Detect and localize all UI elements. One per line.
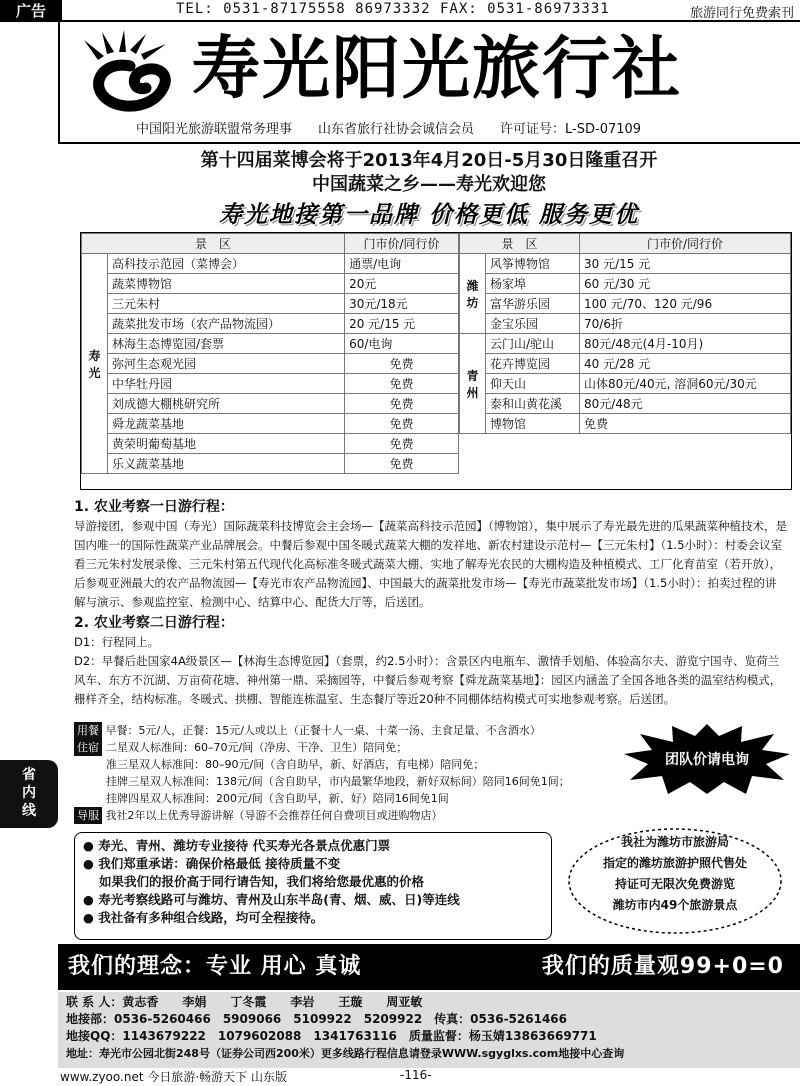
phone-numbers: 地接部：0536-5260466 5909066 5109922 5209922 传真：0536-5261466 bbox=[66, 1012, 567, 1026]
table-row bbox=[460, 414, 791, 434]
attraction-price: 80元/48元 bbox=[580, 394, 791, 414]
guide-row bbox=[74, 807, 634, 824]
notice-line: 我社为潍坊市旅游局 bbox=[620, 835, 729, 849]
table-row bbox=[82, 314, 459, 334]
attraction-price: 免费 bbox=[345, 414, 459, 434]
promise-text: 如果我们的报价高于同行请告知，我们将给您最优惠的价格 bbox=[99, 874, 425, 889]
meal-row bbox=[74, 722, 634, 739]
promise-item bbox=[83, 837, 543, 855]
attraction-name: 弥河生态观光园 bbox=[108, 354, 345, 374]
itinerary-day2: D2：早餐后赴国家4A级景区—【林海生态博览园】（套票，约2.5小时）：含景区内电瓶车、激情手划船、体验高尔夫、游览宁国寺、览荷兰风车、东方不沉湖、万亩荷花塘、神州第一鼎、采摘园等，中餐后参观考察【舜龙蔬菜基地】：园区内涵盖了全国各地各类的温室结构模式，栅样齐全，结构标准。冬暖式、拱棚、智能连栋温室、生态餐厅等近20种不同棚体结构模式可实地参观考察。后送团。 bbox=[74, 654, 782, 706]
side-label bbox=[0, 760, 58, 828]
attraction-price: 免费 bbox=[345, 374, 459, 394]
guide-text: 我社2年以上优秀导游讲解（导游不会推荐任何自费项目或进购物店） bbox=[105, 809, 443, 822]
welcome-headline: 中国蔬菜之乡——寿光欢迎您 bbox=[312, 174, 546, 195]
col-region-right: 景 区 bbox=[460, 234, 580, 254]
itinerary-one-day-title: 1. 农业考察一日游行程： bbox=[74, 499, 234, 515]
promise-item bbox=[83, 909, 543, 927]
left-price-table bbox=[81, 233, 459, 474]
table-row bbox=[82, 274, 459, 294]
meal-tag: 用餐 bbox=[74, 722, 102, 739]
attraction-price: 免费 bbox=[345, 354, 459, 374]
stay-option: 挂牌四星双人标准间：200元/间（含自助早，新、好）陪同16间免1间 bbox=[106, 792, 449, 805]
notice-line: 指定的潍坊旅游护照代售处 bbox=[602, 856, 747, 870]
region-cell: 青州 bbox=[460, 334, 486, 434]
passport-notice bbox=[566, 826, 784, 936]
attraction-name: 蔬菜批发市场（农产品物流园） bbox=[108, 314, 345, 334]
attraction-price: 20 元/15 元 bbox=[345, 314, 459, 334]
table-row bbox=[82, 254, 459, 274]
table-row bbox=[460, 294, 791, 314]
meal-text: 早餐：5元/人，正餐：15元/人或以上（正餐十人一桌、十菜一汤、主食足量、不含酒水） bbox=[105, 724, 541, 737]
attraction-price: 30 元/15 元 bbox=[580, 254, 791, 274]
attraction-name: 风筝博物馆 bbox=[486, 254, 580, 274]
right-price-table bbox=[459, 233, 791, 434]
attraction-price: 免费 bbox=[345, 454, 459, 474]
membership-row bbox=[136, 118, 796, 137]
bullet-icon: ● bbox=[83, 892, 99, 907]
sun-logo-icon bbox=[74, 30, 186, 116]
stay-option: 准三星双人标准间：80–90元/间（含自助早，新、好酒店，有电梯）陪同免； bbox=[106, 758, 485, 771]
table-row bbox=[82, 354, 459, 374]
attraction-price: 免费 bbox=[345, 394, 459, 414]
header bbox=[58, 22, 800, 144]
attraction-name: 蔬菜博物馆 bbox=[108, 274, 345, 294]
region-cell: 潍坊 bbox=[460, 254, 486, 334]
starburst-badge bbox=[624, 724, 790, 794]
source-line: www.zyoo.net 今日旅游·畅游天下 山东版 bbox=[60, 1070, 287, 1084]
attraction-price: 40 元/28 元 bbox=[580, 354, 791, 374]
attraction-price: 80元/48元(4月-10月) bbox=[580, 334, 791, 354]
notice-line: 持证可无限次免费游览 bbox=[614, 877, 735, 891]
license-number: 许可证号：L-SD-07109 bbox=[500, 122, 642, 137]
attraction-name: 富华游乐园 bbox=[486, 294, 580, 314]
promise-item bbox=[83, 873, 543, 891]
attraction-name: 花卉博览园 bbox=[486, 354, 580, 374]
side-label-text: 省内线 bbox=[22, 767, 36, 819]
attraction-price: 70/6折 bbox=[580, 314, 791, 334]
page-footer bbox=[60, 1068, 800, 1086]
attraction-name: 舜龙蔬菜基地 bbox=[108, 414, 345, 434]
promise-text: 寿光考察线路可与潍坊、青州及山东半岛(青、烟、威、日)等连线 bbox=[98, 892, 460, 907]
attraction-name: 林海生态博览园/套票 bbox=[108, 334, 345, 354]
stay-list bbox=[106, 739, 570, 807]
free-note: 旅游同行免费索刊 bbox=[689, 6, 794, 21]
stay-row bbox=[74, 739, 634, 807]
attraction-price: 免费 bbox=[580, 414, 791, 434]
table-row bbox=[460, 314, 791, 334]
attraction-price: 免费 bbox=[345, 434, 459, 454]
attraction-price: 100 元/70、120 元/96 bbox=[580, 294, 791, 314]
attraction-price: 通票/电询 bbox=[345, 254, 459, 274]
itinerary-two-day-title: 2. 农业考察二日游行程： bbox=[74, 615, 234, 631]
bullet-icon: ● bbox=[83, 856, 99, 871]
ad-tag: 广告 bbox=[0, 0, 62, 22]
services bbox=[74, 722, 634, 824]
promise-item bbox=[83, 855, 543, 873]
table-row bbox=[82, 434, 459, 454]
philosophy-right: 我们的质量观99+0=0 bbox=[541, 954, 784, 979]
attraction-name: 博物馆 bbox=[486, 414, 580, 434]
philosophy-left: 我们的理念：专业 用心 真诚 bbox=[68, 954, 362, 979]
price-table bbox=[80, 232, 792, 490]
stay-option: 挂牌三星双人标准间：138元/间（含自助早，市内最繁华地段，新好双标间）陪同16间免1间； bbox=[106, 775, 570, 788]
footer-contacts bbox=[58, 992, 800, 1068]
table-row bbox=[82, 334, 459, 354]
promise-item bbox=[83, 891, 543, 909]
table-row bbox=[460, 374, 791, 394]
guide-tag: 导服 bbox=[74, 807, 102, 824]
member-association: 山东省旅行社协会诚信会员 bbox=[318, 122, 475, 137]
col-price: 门市价/同行价 bbox=[345, 234, 459, 254]
table-row bbox=[82, 374, 459, 394]
contact-line: TEL: 0531-87175558 86973332 FAX: 0531-86973331 bbox=[176, 1, 610, 17]
attraction-name: 乐义蔬菜基地 bbox=[108, 454, 345, 474]
slogan: 寿光地接第一品牌 价格更低 服务更优 bbox=[218, 202, 639, 228]
attraction-price: 30元/18元 bbox=[345, 294, 459, 314]
bullet-icon: ● bbox=[83, 838, 99, 853]
table-row bbox=[460, 394, 791, 414]
table-row bbox=[82, 454, 459, 474]
attraction-name: 仰天山 bbox=[486, 374, 580, 394]
itinerary bbox=[74, 496, 788, 709]
table-row bbox=[460, 274, 791, 294]
attraction-name: 云门山/驼山 bbox=[486, 334, 580, 354]
promise-text: 我社备有多种组合线路，均可全程接待。 bbox=[98, 910, 324, 925]
attraction-name: 泰和山黄花溪 bbox=[486, 394, 580, 414]
attraction-name: 刘成德大棚桃研究所 bbox=[108, 394, 345, 414]
promise-box bbox=[74, 832, 552, 940]
burst-text: 团队价请电询 bbox=[665, 752, 749, 768]
expo-headline: 第十四届菜博会将于2013年4月20日-5月30日隆重召开 bbox=[200, 150, 658, 171]
attraction-price: 60 元/30 元 bbox=[580, 274, 791, 294]
table-row bbox=[460, 334, 791, 354]
attraction-name: 三元朱村 bbox=[108, 294, 345, 314]
stay-option: 二星双人标准间：60–70元/间（净房、干净、卫生）陪同免； bbox=[106, 741, 408, 754]
attraction-price: 20元 bbox=[345, 274, 459, 294]
stay-tag: 住宿 bbox=[74, 739, 102, 756]
col-price-right: 门市价/同行价 bbox=[580, 234, 791, 254]
attraction-name: 黄荣明葡萄基地 bbox=[108, 434, 345, 454]
attraction-name: 金宝乐园 bbox=[486, 314, 580, 334]
philosophy-bar bbox=[58, 944, 800, 990]
promise-text: 我们郑重承诺：确保价格最低 接待质量不变 bbox=[98, 856, 341, 871]
region-cell: 寿光 bbox=[82, 254, 108, 474]
contact-persons: 联 系 人：黄志香 李娟 丁冬霞 李岩 王璇 周亚敏 bbox=[66, 995, 423, 1009]
member-union: 中国阳光旅游联盟常务理事 bbox=[136, 122, 293, 137]
table-row bbox=[460, 354, 791, 374]
table-row bbox=[82, 294, 459, 314]
notice-line: 潍坊市内49个旅游景点 bbox=[612, 898, 738, 912]
qq-numbers: 地接QQ：1143679222 1079602088 1341763116 质量监督：杨玉婧13863669771 bbox=[66, 1029, 597, 1043]
bullet-icon: ● bbox=[83, 910, 99, 925]
address: 地址：寿光市公园北街248号（证券公司西200米）更多线路行程信息请登录WWW.sgyglxs.com地接中心查询 bbox=[66, 1047, 625, 1060]
table-row bbox=[82, 414, 459, 434]
itinerary-one-day-text: 导游接团，参观中国（寿光）国际蔬菜科技博览会主会场—【蔬菜高科技示范园】（博物馆），集中展示了寿光最先进的瓜果蔬菜种植技术，是国内唯一的国际性蔬菜产业品牌展会。中餐后参观中国冬暖式蔬菜大棚的发祥地、新农村建设示范村—【三元朱村】（1.5小时）：村委会议室看三元朱村发展录像、三元朱村第五代现代化高标准冬暖式蔬菜大棚、实地了解寿光农民的大棚构造及种植模式、工厂化育苗室（若开放），后参观亚洲最大的农产品物流园—【寿光市农产品物流园】、中国最大的蔬菜批发市场—【寿光市蔬菜批发市场】（1.5小时）：拍卖过程的讲解与演示、参观监控室、检测中心、结算中心、配货大厅等，后送团。 bbox=[74, 519, 787, 609]
attraction-name: 高科技示范园（菜博会） bbox=[108, 254, 345, 274]
col-region: 景 区 bbox=[82, 234, 345, 254]
page-number: -116- bbox=[400, 1068, 432, 1082]
top-bar bbox=[0, 0, 800, 22]
attraction-name: 中华牡丹园 bbox=[108, 374, 345, 394]
table-row bbox=[460, 254, 791, 274]
brand-name: 寿光阳光旅行社 bbox=[192, 30, 683, 109]
attraction-price: 60/电询 bbox=[345, 334, 459, 354]
table-row bbox=[82, 394, 459, 414]
attraction-price: 山体80元/40元, 溶洞60元/30元 bbox=[580, 374, 791, 394]
attraction-name: 杨家埠 bbox=[486, 274, 580, 294]
itinerary-day1: D1：行程同上。 bbox=[74, 635, 160, 649]
promise-text: 寿光、青州、潍坊专业接待 代买寿光各景点优惠门票 bbox=[98, 838, 391, 853]
